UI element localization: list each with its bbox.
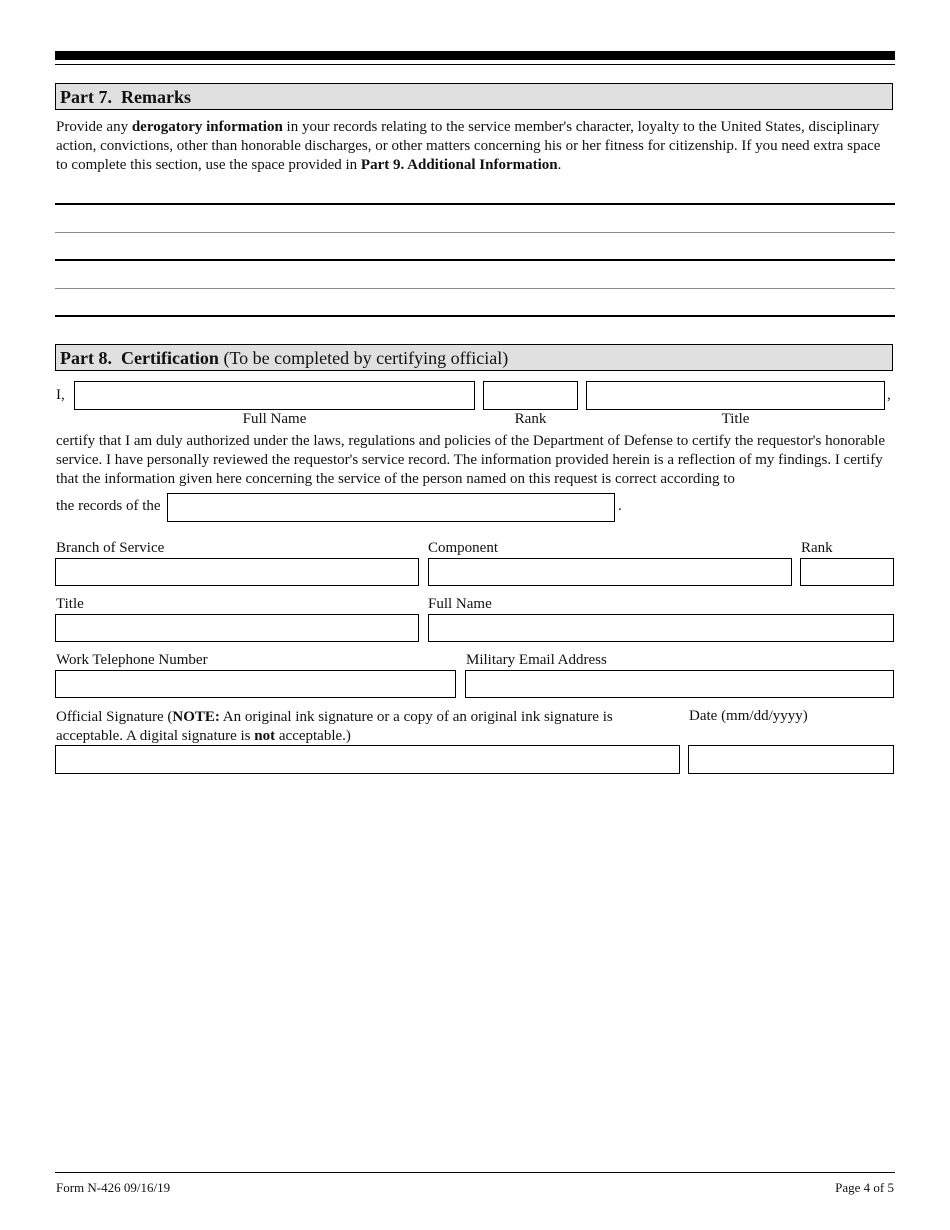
certification-statement: certify that I am duly authorized under the laws, regulations and policies of the Department of Defense to certify the requestor's honorable service. I have personally reviewed the requestor's service record. The information provided herein is a reflection of my findings. I certify that the information given here concerning the service of the person named on this request is correct according to — [56, 433, 886, 487]
component-field[interactable] — [428, 558, 792, 586]
records-source-field[interactable] — [167, 493, 615, 522]
remarks-line-3[interactable] — [55, 259, 895, 261]
part7-number: Part 7. — [60, 87, 112, 107]
signature-label-text-3: acceptable.) — [275, 728, 351, 744]
part8-title: Certification — [120, 348, 219, 368]
date-label: Date (mm/dd/yyyy) — [689, 708, 808, 724]
title-field[interactable] — [55, 614, 419, 642]
date-field[interactable] — [688, 745, 894, 774]
comma: , — [887, 387, 891, 403]
part8-subtitle: (To be completed by certifying official) — [223, 348, 509, 368]
page-number: Page 4 of 5 — [835, 1180, 894, 1195]
title-label: Title — [56, 596, 84, 612]
title-caption: Title — [721, 411, 750, 427]
rank-field[interactable] — [800, 558, 894, 586]
work-telephone-field[interactable] — [55, 670, 456, 698]
component-label: Component — [428, 540, 498, 556]
part7-intro-bold-1: derogatory information — [131, 119, 283, 135]
military-email-field[interactable] — [465, 670, 894, 698]
certifier-full-name-field[interactable] — [74, 381, 475, 410]
part7-intro-text-3: . — [557, 157, 562, 173]
remarks-line-1[interactable] — [55, 203, 895, 205]
certifier-title-field[interactable] — [586, 381, 885, 410]
top-thick-rule — [55, 51, 895, 60]
part7-intro-bold-2: Part 9. Additional Information — [360, 157, 558, 173]
i-label: I, — [56, 387, 65, 403]
signature-label-text-2: An original ink signature or a copy of an original ink signature is acceptable. A digital signature is — [56, 709, 613, 744]
certifier-rank-field[interactable] — [483, 381, 578, 410]
military-email-label: Military Email Address — [466, 652, 607, 668]
rank-label: Rank — [801, 540, 833, 556]
records-period: . — [618, 498, 622, 514]
full-name-caption: Full Name — [242, 411, 307, 427]
remarks-line-4[interactable] — [55, 288, 895, 289]
remarks-line-5[interactable] — [55, 315, 895, 317]
part7-intro-text-1: Provide any — [56, 119, 132, 135]
signature-note-bold: NOTE: — [172, 709, 220, 725]
branch-of-service-label: Branch of Service — [56, 540, 165, 556]
part7-intro-text-2: in your records relating to the service member's character, loyalty to the United States, disciplinary action, convictions, other than honorable discharges, or other matters concerning his or her fitness for citizenship. If you need extra space to complete this section, use the space provided in — [56, 119, 881, 173]
part7-instructions — [56, 118, 894, 175]
signature-label — [56, 708, 656, 746]
part7-header — [55, 83, 893, 110]
part7-title: Remarks — [120, 87, 191, 107]
signature-not-bold: not — [254, 728, 276, 744]
full-name-label: Full Name — [428, 596, 492, 612]
remarks-line-2[interactable] — [55, 232, 895, 233]
full-name-field[interactable] — [428, 614, 894, 642]
work-telephone-label: Work Telephone Number — [56, 652, 208, 668]
signature-label-text-1: Official Signature ( — [56, 709, 173, 725]
rank-caption: Rank — [514, 411, 547, 427]
official-signature-field[interactable] — [55, 745, 680, 774]
branch-of-service-field[interactable] — [55, 558, 419, 586]
part8-number: Part 8. — [60, 348, 112, 368]
records-of-label: the records of the — [56, 498, 161, 514]
part8-header — [55, 344, 893, 371]
form-id: Form N-426 09/16/19 — [56, 1180, 171, 1195]
top-thin-rule — [55, 64, 895, 65]
footer-rule — [55, 1172, 895, 1173]
